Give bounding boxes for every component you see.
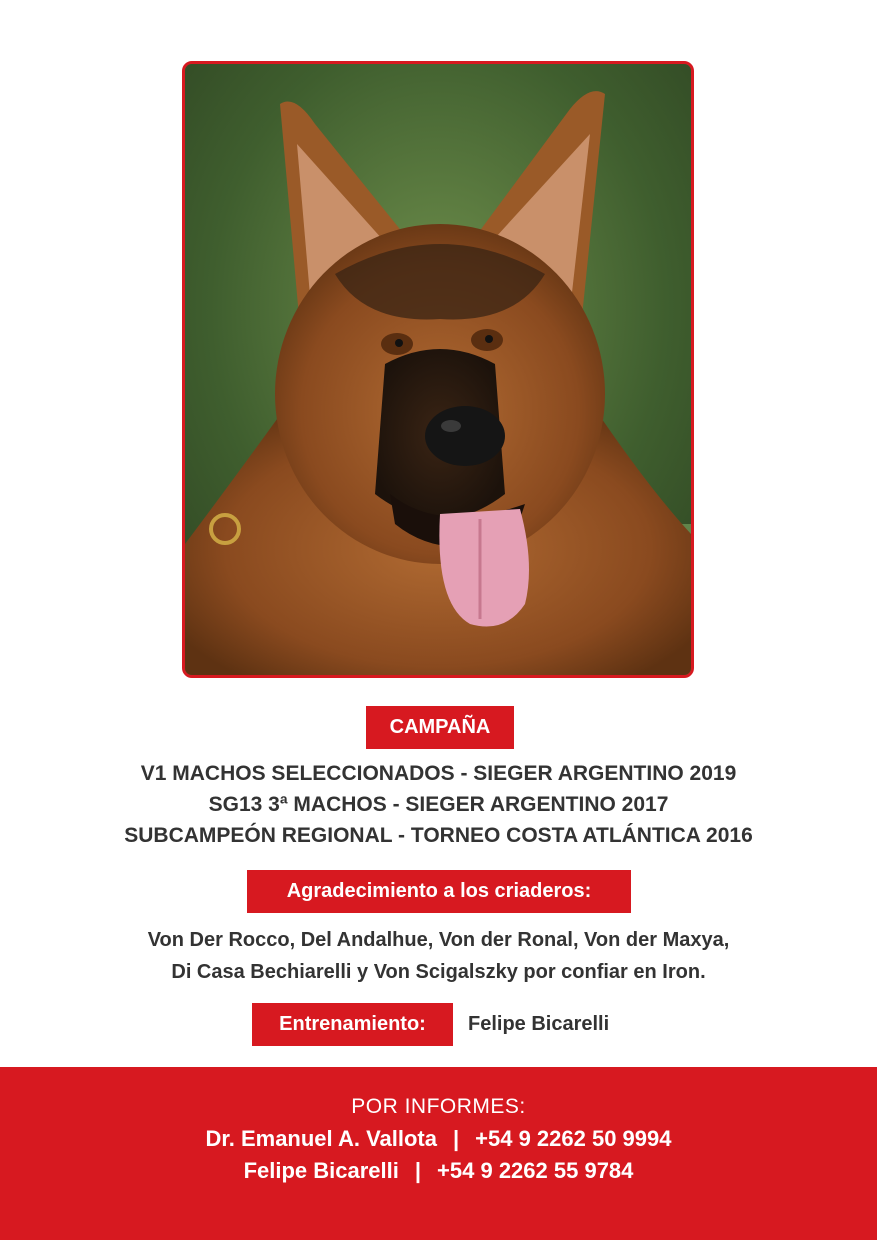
footer-heading: POR INFORMES: — [351, 1095, 526, 1118]
contact-separator: | — [414, 1158, 422, 1183]
contact-separator: | — [452, 1126, 460, 1151]
dog-photo — [182, 61, 694, 678]
contact-phone[interactable]: +54 9 2262 50 9994 — [475, 1126, 672, 1151]
campaign-list — [40, 758, 837, 851]
contact-footer — [0, 1067, 877, 1240]
thanks-line: Di Casa Bechiarelli y Von Scigalszky por confiar en Iron. — [171, 961, 706, 983]
contact-line — [0, 1155, 877, 1187]
contact-name: Felipe Bicarelli — [243, 1158, 399, 1183]
german-shepherd-illustration — [185, 64, 691, 675]
campaign-item: SG13 3ª MACHOS - SIEGER ARGENTINO 2017 — [208, 793, 669, 816]
training-label: Entrenamiento: — [252, 1003, 453, 1046]
trainer-name: Felipe Bicarelli — [468, 1013, 610, 1035]
thanks-text — [40, 924, 837, 988]
contact-line — [0, 1123, 877, 1155]
thanks-label: Agradecimiento a los criaderos: — [247, 870, 631, 913]
campaign-label: CAMPAÑA — [366, 706, 514, 749]
campaign-item: V1 MACHOS SELECCIONADOS - SIEGER ARGENTINO 2019 — [140, 762, 737, 785]
thanks-line: Von Der Rocco, Del Andalhue, Von der Ronal, Von der Maxya, — [147, 929, 730, 951]
campaign-item: SUBCAMPEÓN REGIONAL - TORNEO COSTA ATLÁNTICA 2016 — [124, 824, 753, 847]
contact-name: Dr. Emanuel A. Vallota — [205, 1126, 437, 1151]
contact-phone[interactable]: +54 9 2262 55 9784 — [437, 1158, 634, 1183]
